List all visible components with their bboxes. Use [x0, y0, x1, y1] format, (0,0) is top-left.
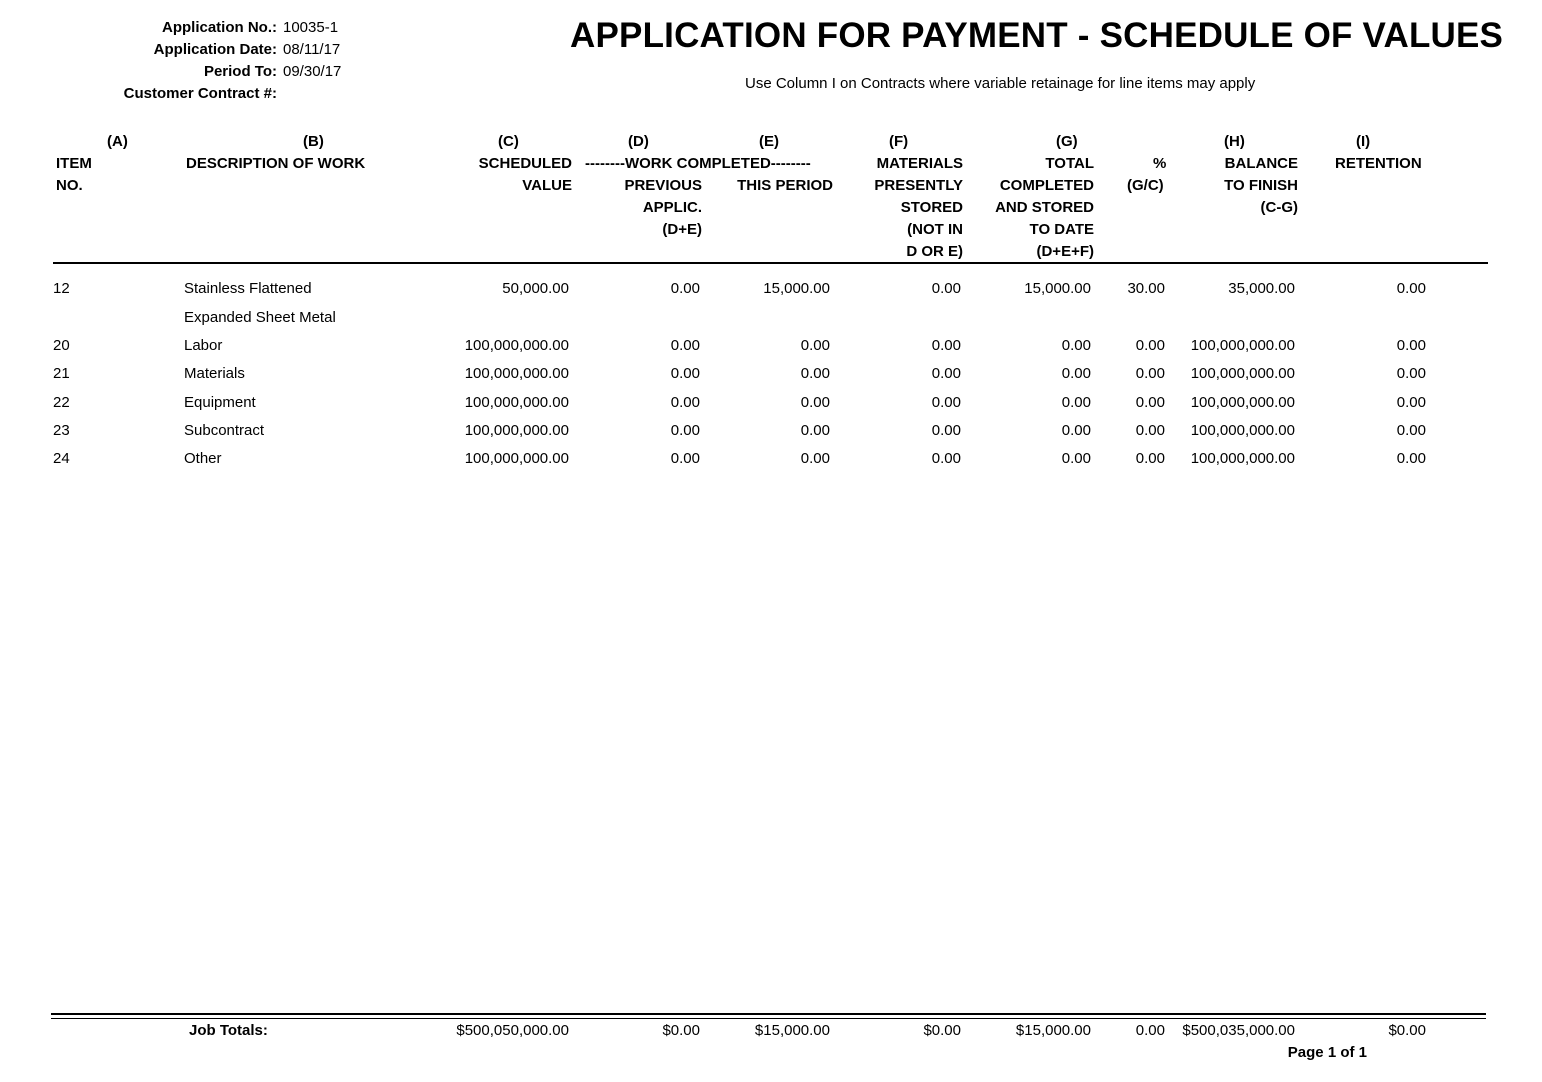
- header-a-line1: ITEM: [56, 155, 92, 172]
- header-e-letter: (E): [759, 133, 779, 150]
- header-g-letter: (G): [1056, 133, 1078, 150]
- header-e-line1: THIS PERIOD: [737, 177, 833, 194]
- cell-materials-stored: 0.00: [931, 422, 961, 439]
- header-f-line1: MATERIALS: [876, 155, 963, 172]
- cell-description: Materials: [184, 365, 245, 382]
- cell-retention: 0.00: [1396, 422, 1426, 439]
- cell-scheduled-value: 100,000,000.00: [464, 365, 569, 382]
- totals-label: Job Totals:: [189, 1022, 268, 1039]
- header-work-completed: --------WORK COMPLETED--------: [585, 155, 811, 172]
- cell-retention: 0.00: [1396, 280, 1426, 297]
- cell-scheduled-value: 50,000.00: [502, 280, 569, 297]
- header-pct-line2: (G/C): [1127, 177, 1164, 194]
- cell-description: Labor: [184, 337, 223, 354]
- customer-contract-label: Customer Contract #:: [123, 85, 277, 102]
- cell-scheduled-value: 100,000,000.00: [464, 394, 569, 411]
- header-d-line1: PREVIOUS: [624, 177, 702, 194]
- cell-total-completed: 0.00: [1061, 337, 1091, 354]
- header-h-line1: BALANCE: [1224, 155, 1298, 172]
- cell-item-no: 24: [53, 450, 70, 467]
- header-a-line2: NO.: [56, 177, 83, 194]
- header-f-line2: PRESENTLY: [874, 177, 963, 194]
- cell-description-line2: Expanded Sheet Metal: [184, 309, 336, 326]
- cell-percent: 30.00: [1127, 280, 1165, 297]
- header-c-letter: (C): [498, 133, 519, 150]
- header-f-line5: D OR E): [906, 243, 963, 260]
- page-title: APPLICATION FOR PAYMENT - SCHEDULE OF VALUES: [570, 16, 1504, 55]
- cell-previous-applic: 0.00: [670, 394, 700, 411]
- cell-materials-stored: 0.00: [931, 450, 961, 467]
- totals-total: $15,000.00: [1015, 1022, 1091, 1039]
- totals-stored: $0.00: [923, 1022, 961, 1039]
- totals-rule-bottom: [51, 1018, 1486, 1019]
- header-b-letter: (B): [303, 133, 324, 150]
- cell-previous-applic: 0.00: [670, 450, 700, 467]
- cell-previous-applic: 0.00: [670, 337, 700, 354]
- header-i-line1: RETENTION: [1335, 155, 1422, 172]
- cell-materials-stored: 0.00: [931, 394, 961, 411]
- cell-item-no: 21: [53, 365, 70, 382]
- header-divider: [53, 262, 1488, 264]
- totals-balance: $500,035,000.00: [1182, 1022, 1295, 1039]
- header-h-letter: (H): [1224, 133, 1245, 150]
- header-g-line5: (D+E+F): [1036, 243, 1094, 260]
- header-d-line2: APPLIC.: [642, 199, 702, 216]
- page-number: Page 1 of 1: [1287, 1044, 1367, 1061]
- cell-balance-to-finish: 100,000,000.00: [1190, 394, 1295, 411]
- cell-previous-applic: 0.00: [670, 422, 700, 439]
- cell-scheduled-value: 100,000,000.00: [464, 450, 569, 467]
- totals-scheduled: $500,050,000.00: [456, 1022, 569, 1039]
- cell-previous-applic: 0.00: [670, 365, 700, 382]
- header-d-line3: (D+E): [662, 221, 702, 238]
- cell-item-no: 23: [53, 422, 70, 439]
- header-b-line1: DESCRIPTION OF WORK: [186, 155, 366, 172]
- cell-materials-stored: 0.00: [931, 280, 961, 297]
- header-pct-line1: %: [1153, 155, 1167, 172]
- cell-this-period: 0.00: [800, 422, 830, 439]
- cell-percent: 0.00: [1135, 365, 1165, 382]
- header-d-letter: (D): [628, 133, 649, 150]
- page-subtitle: Use Column I on Contracts where variable retainage for line items may apply: [745, 75, 1256, 92]
- totals-this-period: $15,000.00: [754, 1022, 830, 1039]
- cell-balance-to-finish: 100,000,000.00: [1190, 422, 1295, 439]
- cell-balance-to-finish: 100,000,000.00: [1190, 450, 1295, 467]
- cell-this-period: 0.00: [800, 450, 830, 467]
- cell-percent: 0.00: [1135, 422, 1165, 439]
- totals-retention: $0.00: [1388, 1022, 1426, 1039]
- cell-total-completed: 15,000.00: [1024, 280, 1091, 297]
- cell-balance-to-finish: 100,000,000.00: [1190, 365, 1295, 382]
- cell-this-period: 15,000.00: [763, 280, 830, 297]
- cell-percent: 0.00: [1135, 394, 1165, 411]
- cell-item-no: 12: [53, 280, 70, 297]
- cell-total-completed: 0.00: [1061, 422, 1091, 439]
- application-date-value: 08/11/17: [283, 41, 341, 58]
- period-to-value: 09/30/17: [283, 63, 342, 80]
- header-c-line1: SCHEDULED: [478, 155, 572, 172]
- period-to-label: Period To:: [203, 63, 277, 80]
- totals-previous: $0.00: [662, 1022, 700, 1039]
- cell-retention: 0.00: [1396, 450, 1426, 467]
- cell-this-period: 0.00: [800, 365, 830, 382]
- cell-balance-to-finish: 35,000.00: [1228, 280, 1295, 297]
- header-i-letter: (I): [1356, 133, 1371, 150]
- cell-description: Equipment: [184, 394, 256, 411]
- cell-scheduled-value: 100,000,000.00: [464, 337, 569, 354]
- header-h-line3: (C-G): [1260, 199, 1298, 216]
- cell-scheduled-value: 100,000,000.00: [464, 422, 569, 439]
- header-h-line2: TO FINISH: [1224, 177, 1298, 194]
- header-f-letter: (F): [889, 133, 909, 150]
- cell-item-no: 22: [53, 394, 70, 411]
- cell-materials-stored: 0.00: [931, 337, 961, 354]
- cell-this-period: 0.00: [800, 337, 830, 354]
- cell-retention: 0.00: [1396, 337, 1426, 354]
- totals-rule-top: [51, 1013, 1486, 1015]
- header-a-letter: (A): [107, 133, 128, 150]
- cell-total-completed: 0.00: [1061, 450, 1091, 467]
- cell-percent: 0.00: [1135, 337, 1165, 354]
- cell-description: Other: [184, 450, 222, 467]
- cell-retention: 0.00: [1396, 394, 1426, 411]
- cell-total-completed: 0.00: [1061, 365, 1091, 382]
- cell-description: Subcontract: [184, 422, 265, 439]
- header-f-line4: (NOT IN: [907, 221, 963, 238]
- application-no-value: 10035-1: [283, 19, 339, 36]
- header-g-line3: AND STORED: [995, 199, 1094, 216]
- cell-percent: 0.00: [1135, 450, 1165, 467]
- application-date-label: Application Date:: [153, 41, 277, 58]
- header-g-line1: TOTAL: [1045, 155, 1094, 172]
- header-g-line2: COMPLETED: [999, 177, 1094, 194]
- cell-balance-to-finish: 100,000,000.00: [1190, 337, 1295, 354]
- cell-this-period: 0.00: [800, 394, 830, 411]
- cell-materials-stored: 0.00: [931, 365, 961, 382]
- cell-retention: 0.00: [1396, 365, 1426, 382]
- header-g-line4: TO DATE: [1029, 221, 1094, 238]
- totals-pct: 0.00: [1135, 1022, 1165, 1039]
- cell-previous-applic: 0.00: [670, 280, 700, 297]
- cell-description: Stainless Flattened: [184, 280, 312, 297]
- cell-total-completed: 0.00: [1061, 394, 1091, 411]
- cell-item-no: 20: [53, 337, 70, 354]
- header-c-line2: VALUE: [522, 177, 572, 194]
- application-no-label: Application No.:: [162, 19, 277, 36]
- header-f-line3: STORED: [900, 199, 963, 216]
